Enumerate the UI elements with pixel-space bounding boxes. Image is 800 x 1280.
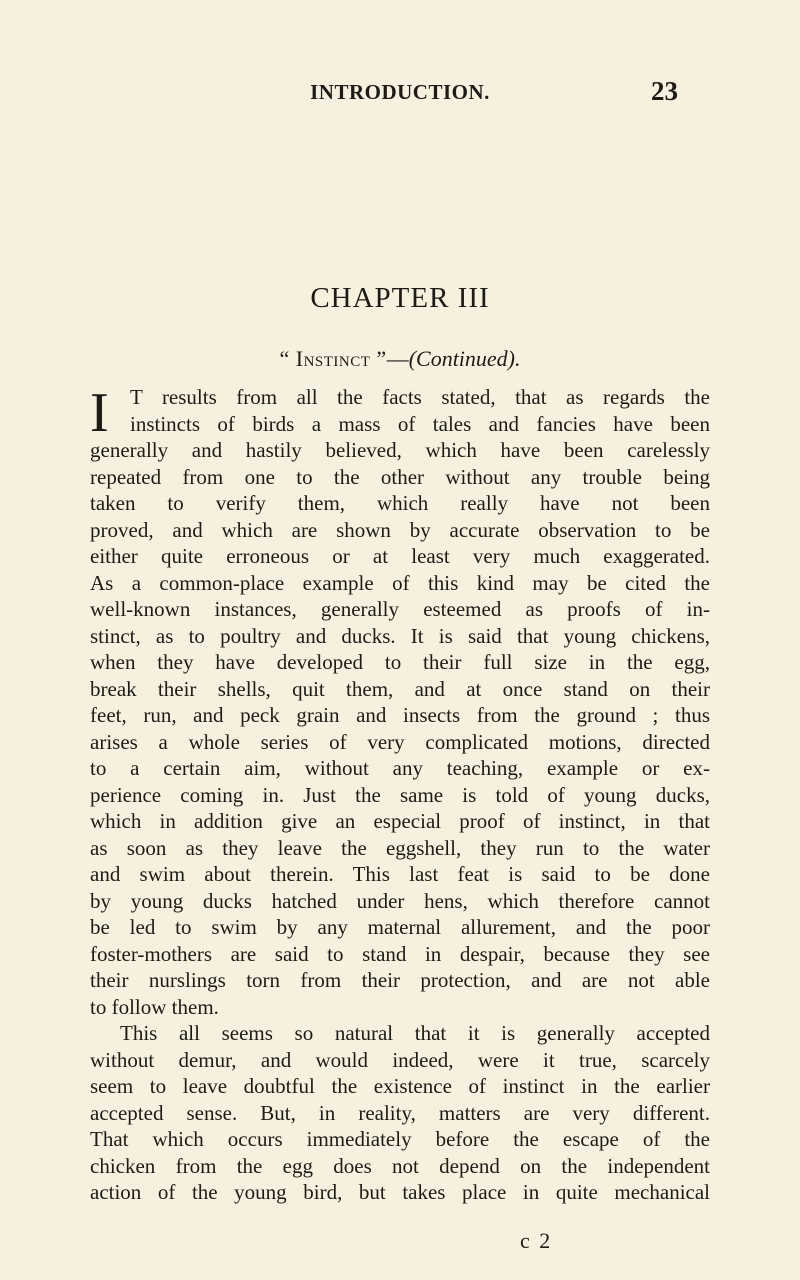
text-line: taken to verify them, which really have not been — [90, 491, 710, 515]
text-line: their nurslings torn from their protection, and are not able — [90, 968, 710, 992]
text-line: proved, and which are shown by accurate observation to be — [90, 517, 710, 542]
text-line: As a common-place example of this kind may be cited the — [90, 570, 710, 595]
text-line: foster-mothers are said to stand in despair, because they see — [90, 941, 710, 966]
body-text — [90, 384, 710, 1206]
paragraph-start-line: This all seems so natural that it is generally accepted — [120, 1021, 710, 1045]
text-line: stinct, as to poultry and ducks. It is said that young chickens, — [90, 623, 710, 648]
text-line: break their shells, quit them, and at once stand on their — [90, 676, 710, 701]
text-line: to follow them. — [90, 994, 219, 1019]
subtitle-instinct: “ Instinct ” — [279, 346, 387, 371]
text-line: chicken from the egg does not depend on the independent — [90, 1153, 710, 1178]
text-line: be led to swim by any maternal allurement, and the poor — [90, 915, 710, 939]
text-line: action of the young bird, but takes place in quite mechanical — [90, 1180, 710, 1204]
running-title: INTRODUCTION. — [310, 80, 490, 104]
text-line: That which occurs immediately before the escape of the — [90, 1127, 710, 1151]
subtitle-continued: (Continued). — [408, 346, 521, 371]
signature-mark: c 2 — [520, 1228, 553, 1253]
text-line: and swim about therein. This last feat is said to be done — [90, 862, 710, 886]
text-line: perience coming in. Just the same is told of young ducks, — [90, 782, 710, 807]
text-line: seem to leave doubtful the existence of instinct in the earlier — [90, 1074, 710, 1098]
text-line: repeated from one to the other without any trouble being — [90, 464, 710, 489]
text-line: generally and hastily believed, which have been carelessly — [90, 438, 710, 462]
text-line: either quite erroneous or at least very much exaggerated. — [90, 544, 710, 568]
text-line: by young ducks hatched under hens, which therefore cannot — [90, 888, 710, 913]
text-line: I T results from all the facts stated, that as regards the — [90, 382, 710, 444]
running-head — [0, 76, 800, 106]
text-line: feet, run, and peck grain and insects from the ground ; thus — [90, 703, 710, 727]
text-line: to a certain aim, without any teaching, example or ex- — [90, 756, 710, 780]
text-line: which in addition give an especial proof of instinct, in that — [90, 809, 710, 833]
text-line: well-known instances, generally esteemed as proofs of in- — [90, 597, 710, 621]
text-line: without demur, and would indeed, were it true, scarcely — [90, 1047, 710, 1072]
text-line: accepted sense. But, in reality, matters are very different. — [90, 1100, 710, 1125]
text-line: instincts of birds a mass of tales and fancies have been — [130, 411, 710, 436]
text-line: as soon as they leave the eggshell, they run to the water — [90, 835, 710, 860]
chapter-heading: CHAPTER III — [310, 282, 490, 314]
page-number: 23 — [651, 76, 678, 106]
drop-cap: I — [90, 382, 109, 444]
subtitle-dash: — — [386, 346, 409, 371]
text-line: when they have developed to their full size in the egg, — [90, 650, 710, 674]
chapter-subtitle — [0, 346, 800, 372]
text-line: arises a whole series of very complicated motions, directed — [90, 729, 710, 754]
